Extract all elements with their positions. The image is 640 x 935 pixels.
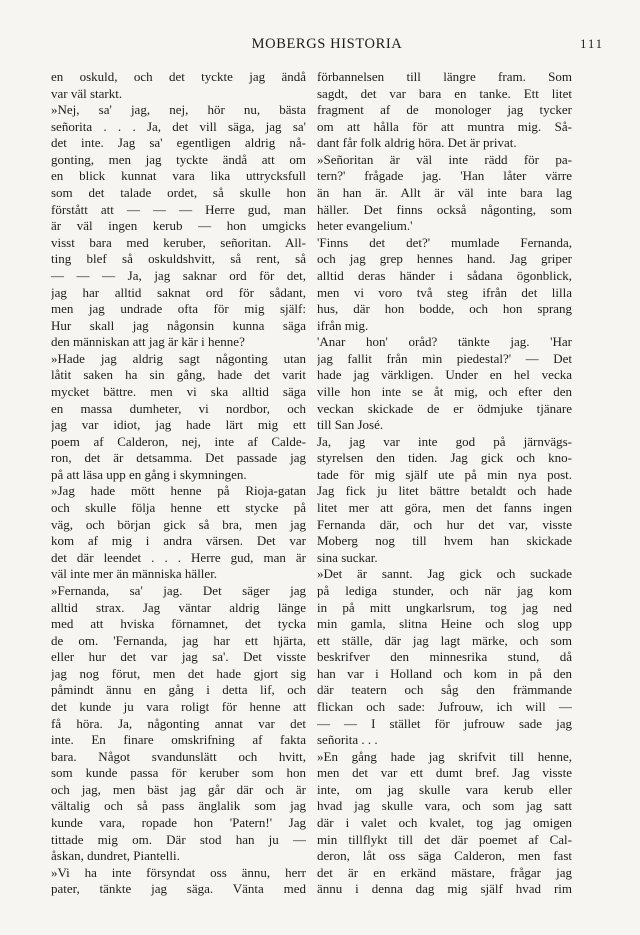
text-line: min gamla, slitna Heine och slog upp [317,616,572,632]
running-header [50,36,604,56]
text-line: dant får folk aldrig höra. Det är privat. [317,135,517,151]
text-line: alltid deras händer i sådana ögonblick, [317,267,572,283]
text-line: det där leendet . . . Herre gud, man är [51,549,306,565]
text-line: jag har alltid saknat ord för sådant, [51,284,306,300]
text-line: flickan och sade: Jufrouw, ich will — [317,698,572,714]
text-line: Fernanda där, och hur det var, visste [317,516,572,532]
text-line: där i valet och kvalet, tog jag omigen [317,815,572,831]
text-line: om att hålla för att muntra mig. Så- [317,118,572,134]
text-line: det inte. Jag sa' egentligen aldrig nå- [51,135,306,151]
right-text-column [317,69,572,898]
text-line: till San José. [317,417,384,433]
text-line: Moberg nog till hvem han skickade [317,533,572,549]
text-line: »Jag hade mött henne på Rioja-gatan [51,483,306,499]
text-line: tade för mig själf ute på min nya post. [317,466,572,482]
text-line: det kunde ju vara roligt för henne att [51,698,306,714]
text-line: kom af mig i andra värsen. Det var [51,533,306,549]
text-line: ett ställe, där jag lagt märke, och som [317,632,572,648]
text-line: de om. 'Fernanda, jag har ett hjärta, [51,632,306,648]
text-line: som kunde passa för keruber som hon [51,765,306,781]
text-line: poem af Calderon, nej, inte af Calde- [51,433,306,449]
text-line: litet mer att göra, men det fanns ingen [317,500,572,516]
text-line: 'Finns det det?' mumlade Fernanda, [317,234,572,250]
text-line: tern?' frågade jag. 'Han låter värre [317,168,572,184]
text-line: señorita . . . Ja, det vill säga, jag sa' [51,118,306,134]
page-number: 111 [580,37,604,51]
text-line: jag nog förut, men det hade gjort sig [51,665,306,681]
text-line: förstått att — — — Herre gud, man [51,201,306,217]
text-line: väg, och början gick så bra, men jag [51,516,306,532]
text-line: »En gång hade jag skrifvit till henne, [317,748,572,764]
text-line: jag var idiot, jag hade lärt mig ett [51,417,306,433]
text-line: heter evangelium.' [317,218,413,234]
text-line: inte, om jag skulle vara kerub eller [317,781,572,797]
text-line: vältalig och så pass änglalik som jag [51,798,306,814]
text-line: Hur skall jag någonsin kunna säga [51,317,306,333]
text-line: señorita . . . [317,732,378,748]
text-line: styrelsen den tiden. Jag gick och kno- [317,450,572,466]
text-line: den människan att jag är kär i henne? [51,334,245,350]
text-line: eller hur det var jag sa'. Det visste [51,649,306,665]
text-line: ifrån mig. [317,317,369,333]
text-line: hade jag värkligen. Under en hel vecka [317,367,572,383]
text-line: »Señoritan är väl inte rädd för pa- [317,151,572,167]
text-line: fragment af de monologer jag tycker [317,102,572,118]
text-line: pater, tänkte jag säga. Vänta med [51,881,306,897]
text-line: Jag fick ju litet bättre betaldt och hade [317,483,572,499]
text-line: påmindt ännu en gång i detta lif, och [51,682,306,698]
text-line: mycket bättre. men vi ska alltid säga [51,383,306,399]
text-line: gonting, men jag tyckte ändå att om [51,151,306,167]
text-line: ting blef så oskuldshvitt, så rent, så [51,251,306,267]
text-line: häller. Det finns också någonting, som [317,201,572,217]
text-line: — — — Ja, jag saknar ord för det, [51,267,306,283]
text-line: en massa dumheter, vi nordbor, och [51,400,306,416]
text-line: »Vi ha inte försyndat oss ännu, herr [51,864,306,880]
text-line: med att hviska förnamnet, det tycka [51,616,306,632]
text-line: jag fallit från min piedestal?' — Det [317,350,572,366]
text-line: få höra. Ja, någonting annat var det [51,715,306,731]
text-line: veckan skickade de er ödmjuke tjänare [317,400,572,416]
text-line: »Det är sannt. Jag gick och suckade [317,566,572,582]
text-line: men jag undrade ofta för mig själf: [51,301,306,317]
left-text-column [51,69,306,898]
text-line: »Hade jag aldrig sagt någonting utan [51,350,306,366]
text-line: åskan, dundret, Piantelli. [51,848,180,864]
text-line: sagdt, det var bara en tanke. Ett litet [317,85,572,101]
text-line: men det var ett dumt bref. Jag visste [317,765,572,781]
text-line: 'Anar hon' oråd? tänkte jag. 'Har [317,334,572,350]
text-line: och skulle följa henne ett stycke på [51,500,306,516]
text-line: han var i Holland och kom in på den [317,665,572,681]
text-line: Ja, jag var inte god på järnvägs- [317,433,572,449]
text-line: beskrifver den minnesrika stund, då [317,649,572,665]
text-line: en oskuld, och det tyckte jag ändå [51,69,306,84]
running-title: MOBERGS HISTORIA [251,36,403,52]
text-line: är väl ingen kerub — hon umgicks [51,218,306,234]
text-line: på lediga stunder, och när jag kom [317,582,572,598]
text-line: ännu i denna dag mig själf hvad rim [317,881,572,897]
text-line: än han är. Allt är väl inte bara lag [317,185,572,201]
text-line: låtit saken ha sin gång, hade det varit [51,367,306,383]
text-line: inte. En finare omskrifning af fakta [51,732,306,748]
text-line: visst bara med keruber, señoritan. All- [51,234,306,250]
text-line: och jag grep hennes hand. Jag griper [317,251,572,267]
text-line: där teatern och såg den främmande [317,682,572,698]
text-line: bara. Något svandunslätt och hvitt, [51,748,306,764]
text-line: hvad jag skulle vara, och som jag satt [317,798,572,814]
text-line: deron, låt oss säga Calderon, men fast [317,848,572,864]
text-line: tittade mig om. Där stod han ju — [51,831,306,847]
text-line: men vi voro två steg ifrån det lilla [317,284,572,300]
text-line: förbannelsen till längre fram. Som [317,69,572,84]
text-line: hus, där hon bodde, och hon sprang [317,301,572,317]
text-line: sina suckar. [317,549,378,565]
text-line: kunde vara, ropade hon 'Patern!' Jag [51,815,306,831]
text-line: min tillflykt till det där poemet af Cal- [317,831,572,847]
text-line: — — I stället för jufrouw sade jag [317,715,572,731]
text-line: och jag, men bäst jag går där och är [51,781,306,797]
text-line: »Nej, sa' jag, nej, hör nu, bästa [51,102,306,118]
text-line: var väl starkt. [51,85,123,101]
text-line: ron, det är detsamma. Det passade jag [51,450,306,466]
text-line: in på mitt ungkarlsrum, tog jag ned [317,599,572,615]
text-line: en blick kunnat vara lika uttrycksfull [51,168,306,184]
text-line: »Fernanda, sa' jag. Det säger jag [51,582,306,598]
text-line: som det talade ordet, så skulle hon [51,185,306,201]
text-line: väl inte mer än människa häller. [51,566,218,582]
text-line: ville hon inte se åt mig, och efter den [317,383,572,399]
text-line: det är en erkänd mästare, frågar jag [317,864,572,880]
text-line: på att läsa upp en gång i skymningen. [51,466,247,482]
text-line: alltid strax. Jag väntar aldrig länge [51,599,306,615]
